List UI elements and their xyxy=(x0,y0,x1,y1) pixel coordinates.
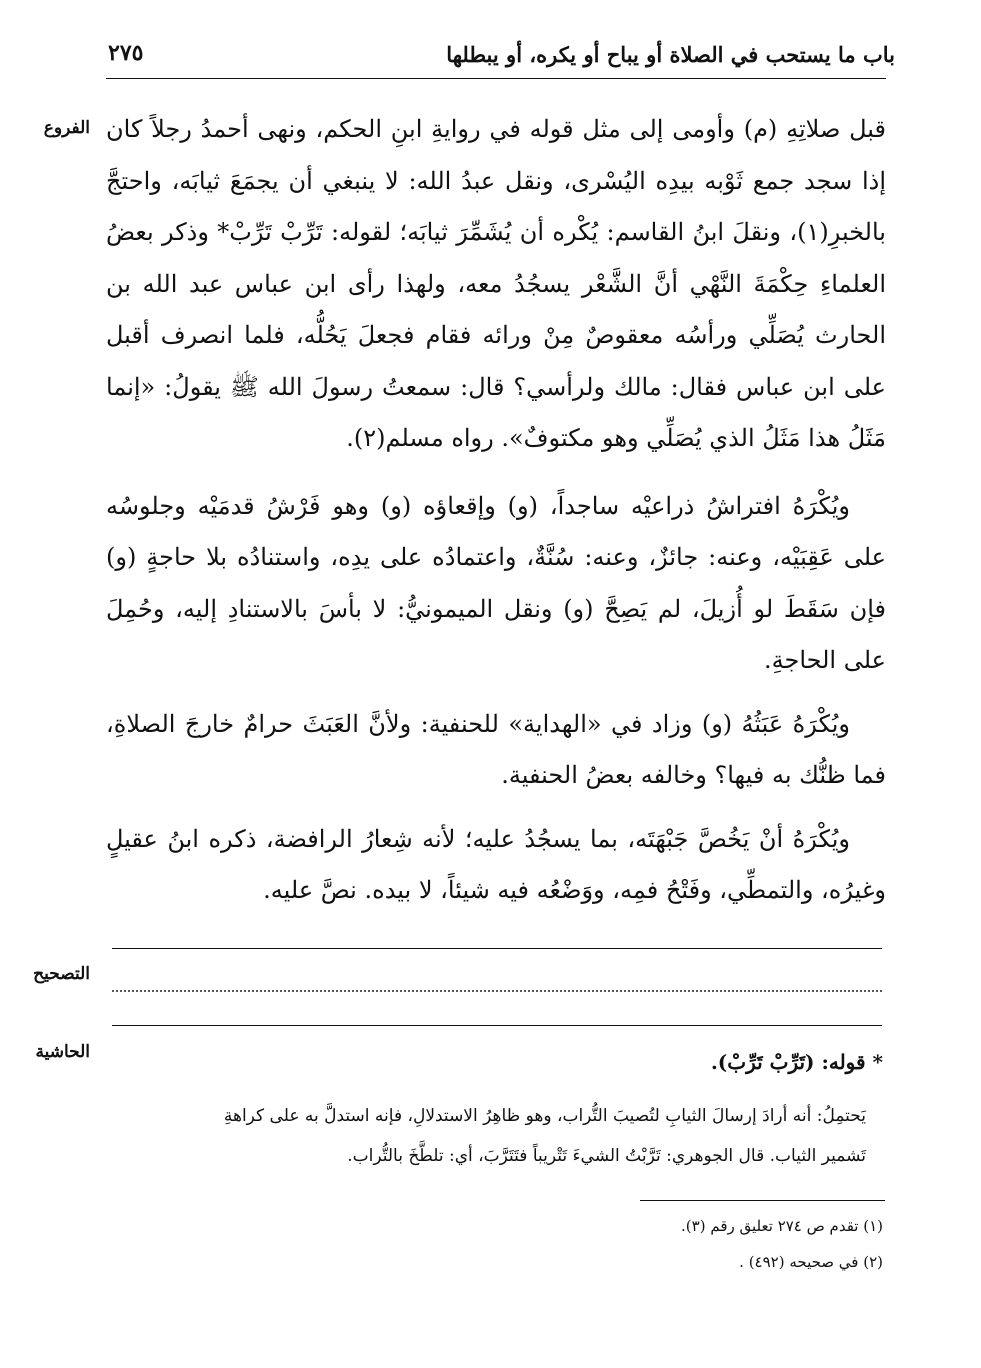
hashiya-heading: * قوله: (تَرِّبْ تَرِّبْ). xyxy=(710,1050,883,1074)
tashih-bottom-rule xyxy=(112,1025,882,1026)
running-header-title: باب ما يستحب في الصلاة أو يباح أو يكره، أو يبطلها xyxy=(446,42,895,67)
main-text-body xyxy=(106,104,886,929)
main-paragraph: ويُكْرَهُ أنْ يَخُصَّ جَبْهَتَه، بما يسجُدُ عليه؛ لأنه شِعارُ الرافضة، ذكره ابنُ عقيلٍ وغيرُه، والتمطِّي، وفَتْحُ فمِه، ووَضْعُه فيه شيئاً، لا بيده. نصَّ عليه. xyxy=(106,824,886,904)
tashih-top-rule xyxy=(112,948,882,949)
side-label-furu: الفروع xyxy=(43,118,90,138)
footnote: (٢) في صحيحه (٤٩٢) . xyxy=(739,1253,883,1271)
hashiya-line: تَشمير الثياب. قال الجوهري: تَرَّبْتُ الشيءَ تَتْريباً فتَتَرَّبَ، أي: تلطَّخَ بالتُّراب. xyxy=(347,1146,866,1166)
footnotes xyxy=(283,1208,883,1280)
side-label-hashiya: الحاشية xyxy=(35,1042,90,1062)
footnote-rule xyxy=(640,1200,885,1201)
main-paragraph: ويُكْرَهُ افتراشُ ذراعيْه ساجداً، (و) وإقعاؤه (و) وهو فَرْشُ قدمَيْه وجلوسُه على عَقِبَيْه، وعنه: جائزٌ، وعنه: سُنَّةٌ، واعتمادُه على يدِه، واستنادُه بلا حاجةٍ (و) فإن سَقَطَ لو أُزيلَ، لم يَصِحَّ (و) ونقل الميمونيُّ: لا بأسَ بالاستنادِ إليه، وحُمِلَ على الحاجةِ. xyxy=(106,491,887,674)
footnote: (١) تقدم ص ٢٧٤ تعليق رقم (٣). xyxy=(681,1217,883,1235)
main-paragraph: ويُكْرَهُ عَبَثُهُ (و) وزاد في «الهداية» للحنفية: ولأنَّ العَبَثَ حرامٌ خارجَ الصلاةِ، فما ظنُّك به فيها؟ وخالفه بعضُ الحنفية. xyxy=(106,709,886,789)
hashiya-line: يَحتمِلُ: أنه أرادَ إرسالَ الثيابِ لتُصيبَ التُّراب، وهو ظاهِرُ الاستدلالِ، فإنه استدلَّ به على كراهةِ xyxy=(223,1106,866,1126)
side-label-tashih: التصحيح xyxy=(33,964,90,984)
hashiya-text xyxy=(112,1096,866,1176)
page-number: ٢٧٥ xyxy=(108,40,144,66)
tashih-dotted-line xyxy=(112,990,882,992)
header-rule xyxy=(106,78,886,79)
main-paragraph: قبل صلاتِهِ (م) وأومى إلى مثل قوله في روايةِ ابنِ الحكم، ونهى أحمدُ رجلاً كان إذا سجد جمع ثَوْبه بيدِه اليُسْرى، ونقل عبدُ الله: لا ينبغي أن يجمَعَ ثيابَه، واحتجَّ بالخبرِ(١)، ونقلَ ابنُ القاسم: يُكْره أن يُشَمِّرَ ثيابَه؛ لقوله: تَرِّبْ تَرِّبْ* وذكر بعضُ العلماءِ حِكْمَةَ النَّهْي أنَّ الشَّعْر يسجُدُ معه، ولهذا رأى ابن عباس عبد الله بن الحارث يُصَلِّي ورأسُه معقوصٌ مِنْ ورائه فقام فجعلَ يَحُلُّه، فلما انصرف أقبل على ابن عباس فقال: مالك ولرأسي؟ قال: سمعتُ رسولَ الله ﷺ يقولُ: «إنما مَثَلُ هذا مَثَلُ الذي يُصَلِّي وهو مكتوفٌ». رواه مسلم(٢). xyxy=(106,115,886,452)
